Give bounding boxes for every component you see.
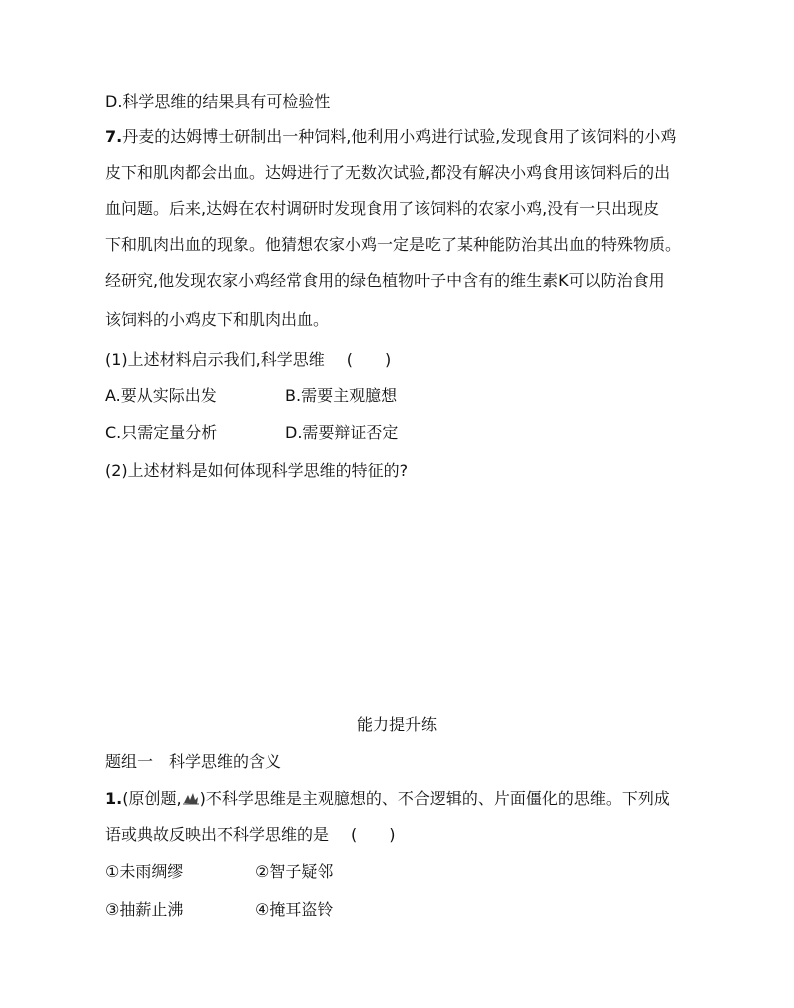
q7-line-3: 血问题。后来,达姆在农村调研时发现食用了该饲料的农家小鸡,没有一只出现皮 <box>105 199 660 218</box>
option-b: B.需要主观臆想 <box>285 386 398 405</box>
q1-line-1 <box>105 789 670 809</box>
q1-source-open: (原创题, <box>122 789 182 808</box>
q7-line-4: 下和肌肉出血的现象。他猜想农家小鸡一定是吃了某种能防治其出血的特殊物质。 <box>105 235 682 254</box>
q1-option-4: ④掩耳盗铃 <box>255 900 334 919</box>
option-d-prev: D.科学思维的结果具有可检验性 <box>105 92 331 111</box>
q7-line-5: 经研究,他发现农家小鸡经常食用的绿色植物叶子中含有的维生素K可以防治食用 <box>105 271 665 290</box>
q7-sub2 <box>105 461 408 481</box>
q7-sub1-label: (1) <box>105 350 128 369</box>
q7-sub1 <box>105 350 391 370</box>
option-d: D.需要辩证否定 <box>285 423 399 442</box>
answer-paren: ( ) <box>351 825 396 844</box>
q7-sub2-label: (2) <box>105 461 128 480</box>
q1-text-1: 不科学思维是主观臆想的、不合逻辑的、片面僵化的思维。下列成 <box>205 789 670 808</box>
q1-number: 1. <box>105 789 123 808</box>
q7-line-6: 该饲料的小鸡皮下和肌肉出血。 <box>105 310 330 329</box>
q7-sub2-text: 上述材料是如何体现科学思维的特征的? <box>127 461 409 480</box>
q7-line-1 <box>105 127 676 147</box>
section-title: 能力提升练 <box>356 715 437 734</box>
option-a: A.要从实际出发 <box>105 386 217 405</box>
group-heading: 题组一 科学思维的含义 <box>105 752 282 771</box>
q1-option-3: ③抽薪止沸 <box>105 900 184 919</box>
option-c: C.只需定量分析 <box>105 423 218 442</box>
q1-line-2 <box>105 825 396 845</box>
star-icon <box>182 791 200 805</box>
q1-option-1: ①未雨绸缪 <box>105 862 184 881</box>
q1-option-2: ②智子疑邻 <box>255 862 334 881</box>
q7-number: 7. <box>105 127 123 146</box>
q7-text-1: 丹麦的达姆博士研制出一种饲料,他利用小鸡进行试验,发现食用了该饲料的小鸡 <box>122 127 677 146</box>
answer-paren: ( ) <box>346 350 392 369</box>
q1-text-2: 语或典故反映出不科学思维的是 <box>105 825 330 844</box>
q7-line-2: 皮下和肌肉都会出血。达姆进行了无数次试验,都没有解决小鸡食用该饲料后的出 <box>105 163 671 182</box>
q1-source-close: ) <box>199 789 206 808</box>
q7-sub1-text: 上述材料启示我们,科学思维 <box>127 350 325 369</box>
